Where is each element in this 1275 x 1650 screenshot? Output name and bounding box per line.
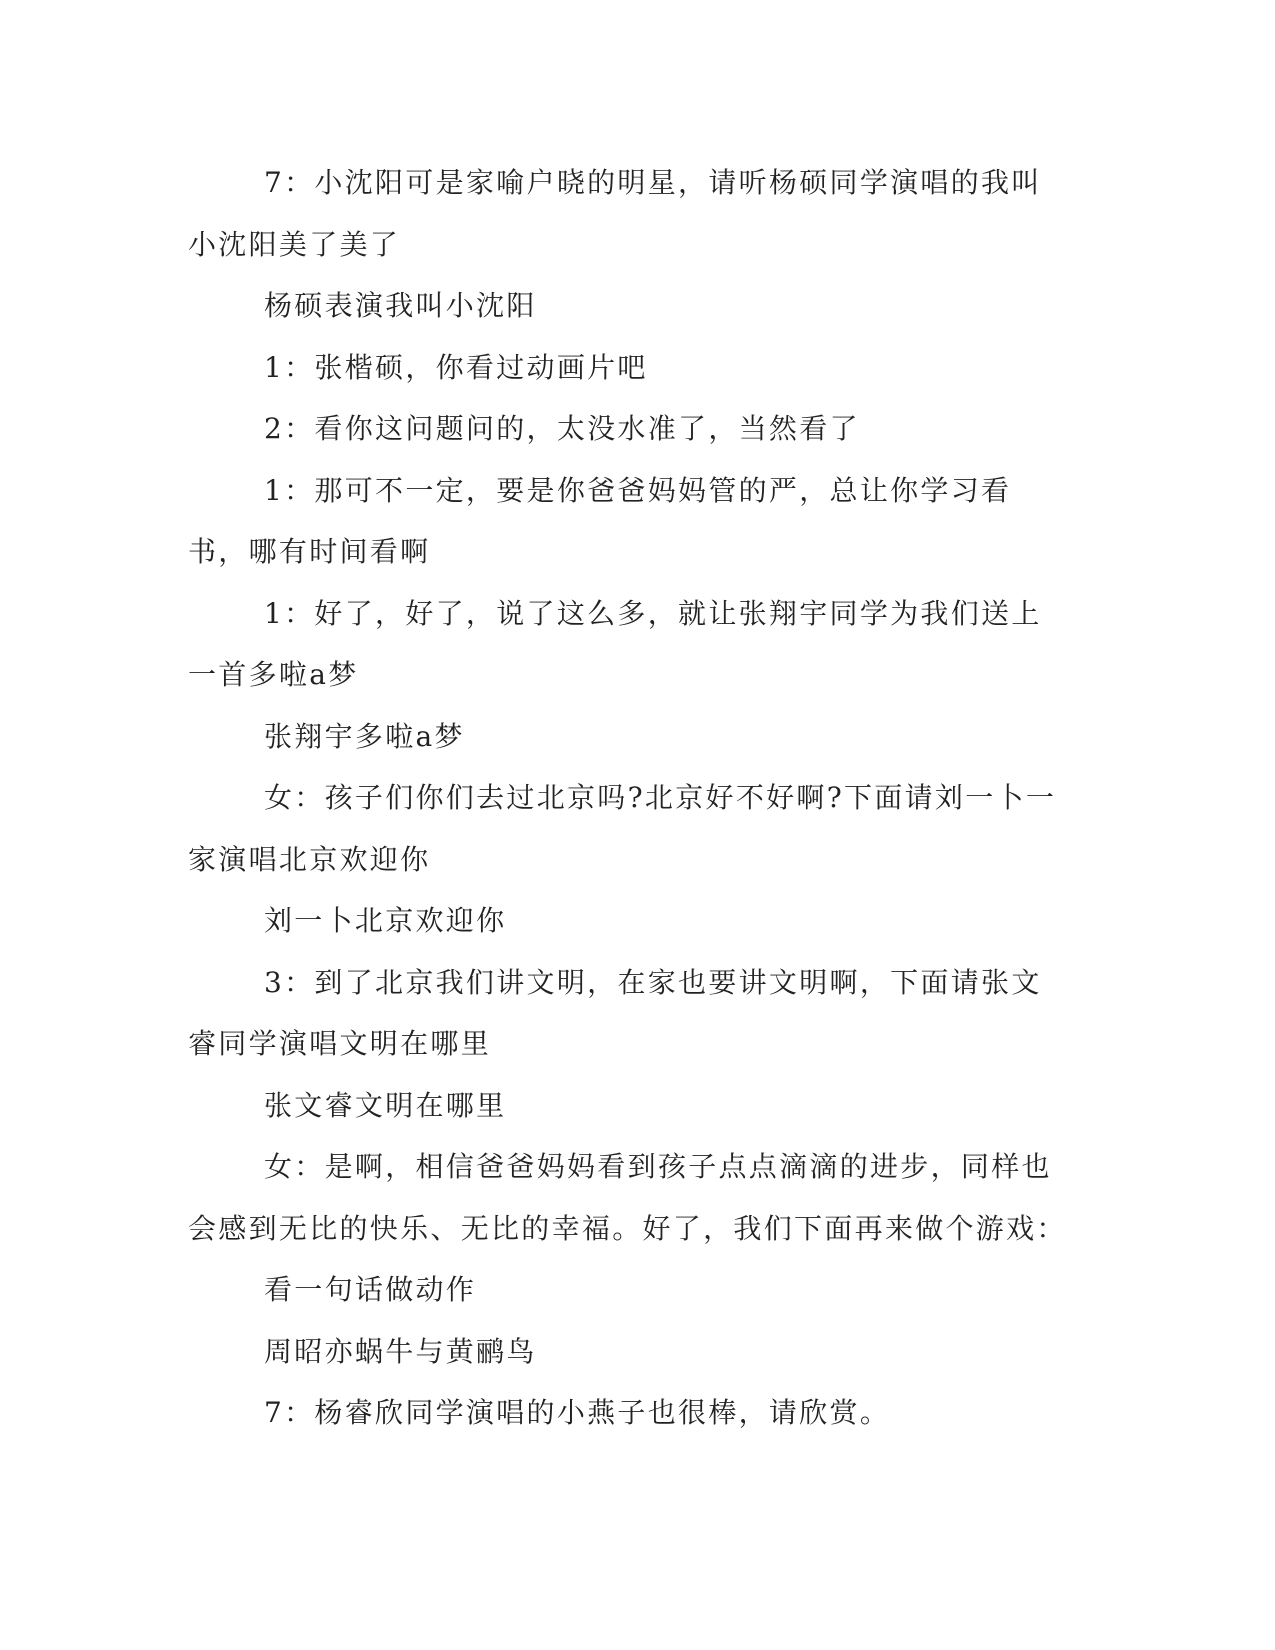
paragraph: 杨硕表演我叫小沈阳 (264, 289, 537, 322)
paragraph: 看一句话做动作 (264, 1273, 477, 1306)
paragraph: 7：杨睿欣同学演唱的小燕子也很棒，请欣赏。 (264, 1396, 891, 1429)
paragraph: 2：看你这问题问的，太没水准了，当然看了 (264, 412, 860, 445)
document-body (188, 152, 1068, 1444)
paragraph: 女：孩子们你们去过北京吗?北京好不好啊?下面请刘一卜一家演唱北京欢迎你 (188, 781, 1057, 876)
paragraph: 1：那可不一定，要是你爸爸妈妈管的严，总让你学习看书，哪有时间看啊 (188, 473, 1012, 568)
paragraph: 7：小沈阳可是家喻户晓的明星，请听杨硕同学演唱的我叫小沈阳美了美了 (188, 166, 1042, 261)
paragraph: 1：张楷硕，你看过动画片吧 (264, 350, 648, 384)
paragraph: 3：到了北京我们讲文明，在家也要讲文明啊，下面请张文睿同学演唱文明在哪里 (188, 965, 1042, 1060)
paragraph: 1：好了，好了，说了这么多，就让张翔宇同学为我们送上一首多啦a梦 (188, 596, 1042, 691)
paragraph: 张翔宇多啦a梦 (264, 719, 465, 753)
paragraph: 女：是啊，相信爸爸妈妈看到孩子点点滴滴的进步，同样也会感到无比的快乐、无比的幸福。好了，我们下面再来做个游戏： (188, 1150, 1067, 1245)
paragraph: 张文睿文明在哪里 (264, 1088, 507, 1122)
paragraph: 刘一卜北京欢迎你 (264, 904, 507, 937)
paragraph: 周昭亦蜗牛与黄鹂鸟 (264, 1334, 537, 1368)
